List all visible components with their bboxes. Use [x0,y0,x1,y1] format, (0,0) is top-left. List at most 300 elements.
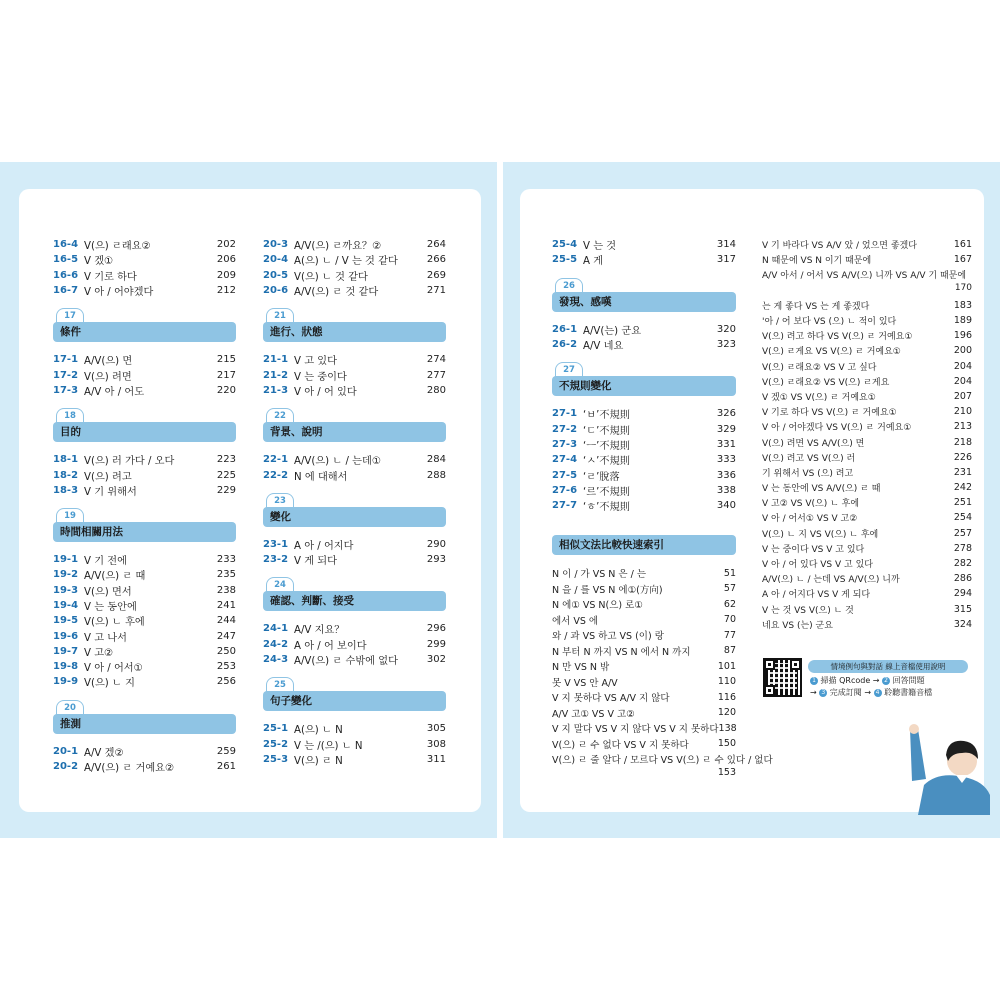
index-entry-text: V(으) ㄹ래요② VS V 고 싶다 [762,362,877,373]
entry-title: A/V(으) ㄴ / 는데① [294,456,381,468]
index-entry-page: 218 [953,436,972,448]
index-entry-page: 101 [717,660,736,672]
index-entry-page: 200 [953,345,972,357]
chapter-number: 23 [266,493,294,509]
entry-page: 238 [216,584,236,596]
index-entry-page: 282 [953,558,972,570]
toc-entry[interactable] [552,322,736,337]
index-entry-text: N 만 VS N 밖 [552,662,610,674]
entry-number: 21-1 [263,354,289,366]
index-entry[interactable] [762,510,972,525]
index-entry[interactable] [762,556,972,571]
chapter-number: 25 [266,677,294,693]
index-entry-text: N 부터 N 까지 VS N 에서 N 까지 [552,646,691,658]
step-number-icon: 2 [882,677,890,685]
entry-page: 320 [716,323,736,335]
entry-page: 280 [426,384,446,396]
index-entry-text: A 아 / 어지다 VS V 게 되다 [762,590,871,601]
entry-page: 311 [426,753,446,765]
entry-page: 338 [716,484,736,496]
entry-number: 19-6 [53,630,79,642]
entry-title: V 고 나서 [84,632,127,644]
entry-title: V 아 / 어서① [84,663,143,675]
entry-number: 20-5 [263,269,289,281]
chapter-title: 推測 [53,714,236,734]
toc-entry[interactable] [552,337,736,352]
toc-entry[interactable] [53,452,236,467]
chapter-header [263,408,446,446]
entry-title: A(으) ㄴ N [294,725,343,737]
index-entry-text: 기 위해서 VS (으) 려고 [762,468,854,479]
entry-page: 259 [216,745,236,757]
index-entry[interactable] [762,237,972,252]
entry-title: V 아 / 어 있다 [294,386,357,398]
toc-entry[interactable] [53,644,236,659]
entry-page: 256 [216,676,236,688]
index-entry-text: 네요 VS (는) 군요 [762,620,833,631]
toc-entry[interactable] [263,352,446,367]
chapter-header [263,493,446,531]
index-entry-text: 에서 VS 에 [552,615,599,627]
toc-entry[interactable] [263,452,446,467]
chapter-title: 確認、判斷、接受 [263,591,446,611]
index-entry-page: 170 [954,282,972,293]
entry-title: V 기 위해서 [84,486,137,498]
chapter-header [263,677,446,715]
toc-entry[interactable] [53,467,236,482]
index-entry[interactable] [552,581,736,597]
index-entry[interactable] [762,450,972,465]
entry-page: 302 [426,654,446,665]
index-entry-page: 167 [953,254,972,266]
index-entry[interactable] [552,689,736,705]
entry-page: 293 [426,554,446,566]
index-entry[interactable] [552,705,736,721]
index-entry[interactable] [762,359,972,374]
chapter-title: 句子變化 [263,691,446,711]
toc-entry[interactable] [53,383,236,398]
toc-entry[interactable] [53,613,236,628]
chapter-header [53,308,236,346]
toc-column-3 [552,237,773,782]
entry-page: 299 [426,638,446,650]
toc-entry[interactable] [263,367,446,382]
pointing-person-illustration [904,725,994,815]
index-entry-page: 138 [718,722,737,734]
index-entry[interactable] [552,643,736,659]
toc-entry[interactable] [53,237,236,252]
index-entry-text: V 아 / 어서① VS V 고② [762,514,858,525]
index-entry-page: 226 [953,451,972,463]
entry-page: 264 [426,239,446,251]
toc-entry[interactable] [53,674,236,689]
chapter-header [263,308,446,346]
chapter-title: 背景、說明 [263,422,446,442]
chapter-number: 21 [266,308,294,324]
chapter-number: 22 [266,408,294,424]
index-entry-page: 161 [953,239,972,251]
entry-page: 329 [716,423,736,435]
entry-page: 317 [716,254,736,266]
entry-page: 266 [426,254,446,266]
entry-title: A/V(으) 면 [84,356,133,368]
entry-page: 223 [216,454,236,466]
entry-title: V 고② [84,647,114,659]
entry-title: A 게 [583,256,604,268]
entry-number: 23-2 [263,554,289,566]
index-entry-page: 242 [953,482,972,494]
index-entry[interactable] [552,612,736,628]
index-entry[interactable] [762,419,972,434]
index-entry-page: 51 [723,567,736,579]
entry-page: 308 [426,738,446,750]
entry-page: 220 [216,384,236,396]
entry-title: ‘ㄹ’脫落 [583,471,620,483]
index-entry-page: 204 [953,375,972,387]
entry-page: 296 [426,623,446,635]
index-entry[interactable] [762,541,972,556]
entry-title: A/V 겠② [84,747,124,759]
entry-page: 202 [216,239,236,251]
index-entry-text: '아 / 어 보다 VS (으) ㄴ 적이 있다 [762,317,897,328]
index-entry[interactable] [762,252,972,267]
chapter-header [552,278,736,316]
toc-entry[interactable] [53,252,236,267]
index-entry-text: V(으) 려고 VS V(으) 러 [762,453,856,464]
index-entry[interactable] [762,298,972,313]
index-entry[interactable] [762,343,972,358]
index-entry-page: 110 [717,676,736,688]
entry-title: A(으) ㄴ / V 는 것 같다 [294,256,398,268]
entry-title: A/V(으) ㄹ 것 같다 [294,287,379,299]
step-listen-text: 聆聽書籍音檔 [884,688,933,697]
entry-number: 23-1 [263,538,289,550]
entry-number: 27-6 [552,484,578,496]
chapter-header [552,362,736,400]
toc-entry[interactable] [552,437,736,452]
chapter-number: 24 [266,577,294,593]
index-entry[interactable] [762,602,972,617]
entry-page: 333 [716,454,736,466]
chapter-title: 不規則變化 [552,376,736,396]
toc-entry[interactable] [552,452,736,467]
toc-entry[interactable] [552,252,736,267]
index-entry[interactable] [552,658,736,674]
index-entry-page: 62 [723,598,736,610]
entry-title: A/V(으) ㄹ 수밖에 없다 [294,656,398,667]
step-subscribe-text: 完成訂閱 → [829,688,872,697]
index-entry-page: 210 [953,406,972,418]
index-entry[interactable] [552,627,736,643]
entry-title: V(으) ㄴ 지 [84,678,135,690]
index-entry[interactable] [762,617,972,632]
index-entry-page: 207 [953,390,972,402]
index-entry-page: 189 [953,315,972,327]
index-entry-text: 못 V VS 안 A/V [552,677,618,689]
index-entry[interactable] [762,495,972,510]
chapter-title: 條件 [53,322,236,342]
entry-page: 271 [426,285,446,297]
entry-page: 247 [216,630,236,642]
index-entry-page: 153 [717,766,736,778]
audio-steps-line-1 [810,675,925,686]
entry-number: 27-3 [552,438,578,450]
toc-entry[interactable] [263,252,446,267]
index-entry[interactable] [762,526,972,541]
entry-number: 21-3 [263,384,289,396]
index-entry-page: 150 [717,738,736,750]
index-entry-text: V 아 / 어 있다 VS V 고 있다 [762,560,873,571]
index-entry[interactable] [552,565,736,581]
toc-entry[interactable] [53,268,236,283]
toc-entry[interactable] [263,383,446,398]
index-entry-text: V 고② VS V(으) ㄴ 후에 [762,499,860,510]
entry-title: A 아 / 어지다 [294,540,354,552]
left-page-card [19,189,481,812]
toc-entry[interactable] [552,483,736,498]
index-entry[interactable] [552,674,736,690]
entry-number: 16-4 [53,239,79,251]
entry-number: 20-1 [53,745,79,757]
entry-title: V 기 전에 [84,556,127,568]
index-entry-page: 251 [953,497,972,509]
toc-entry[interactable] [263,467,446,482]
index-entry-text: A/V 고① VS V 고② [552,708,635,720]
entry-number: 18-1 [53,454,79,466]
entry-page: 244 [216,615,236,627]
index-entry-text: V(으) 려면 VS A/V(으) 면 [762,438,865,449]
index-entry-text: A/V(으) ㄴ / 는데 VS A/V(으) 니까 [762,575,900,586]
index-entry-text: N 이 / 가 VS N 은 / 는 [552,569,647,581]
entry-number: 20-6 [263,285,289,297]
right-page-card [520,189,984,812]
entry-number: 19-9 [53,676,79,688]
toc-entry[interactable] [552,406,736,421]
index-entry[interactable] [552,596,736,612]
entry-title: V(으) ㄹ래요② [84,241,151,253]
entry-page: 250 [216,645,236,657]
index-entry[interactable] [762,465,972,480]
index-entry-page: 196 [953,330,972,342]
toc-entry[interactable] [53,583,236,598]
toc-entry[interactable] [53,744,236,759]
index-entry[interactable] [762,313,972,328]
entry-number: 19-3 [53,584,79,596]
index-entry-page: 257 [953,527,972,539]
chapter-number: 17 [56,308,84,324]
index-column-4 [762,237,972,632]
toc-entry[interactable] [53,367,236,382]
entry-page: 274 [426,354,446,366]
entry-page: 269 [426,269,446,281]
step-answer-text: 回答問題 [892,676,925,685]
chapter-header [53,700,236,738]
entry-page: 314 [716,239,736,251]
index-entry-text: V 지 말다 VS V 지 않다 VS V 지 못하다 [552,724,719,736]
toc-entry[interactable] [263,237,446,252]
index-entry[interactable] [552,751,773,767]
step-number-icon: 3 [819,689,827,697]
entry-title: ‘ㅎ’不規則 [583,502,630,514]
entry-title: ‘ㅡ’不規則 [583,440,630,452]
entry-number: 27-7 [552,500,578,512]
entry-title: ‘ㄷ’不規則 [583,425,630,437]
toc-entry[interactable] [53,628,236,643]
entry-page: 323 [716,339,736,351]
toc-entry[interactable] [552,498,736,513]
left-page [0,162,497,838]
index-entry-page: 278 [953,542,972,554]
index-entry-page: 77 [723,629,736,641]
entry-page: 233 [216,554,236,566]
entry-title: A/V(으) ㄹ까요？② [294,241,382,253]
entry-number: 18-2 [53,469,79,481]
entry-page: 277 [426,369,446,381]
entry-number: 19-1 [53,554,79,566]
entry-title: V 는 것 [583,241,617,253]
entry-page: 212 [216,285,236,297]
index-entry-page: 294 [953,588,972,600]
entry-title: ‘ㅂ’不規則 [583,410,630,422]
index-entry[interactable] [762,267,972,282]
entry-title: V 는 중이다 [294,371,347,383]
entry-title: ‘ㅅ’不規則 [583,456,630,468]
entry-title: A/V 네요 [583,341,624,353]
toc-entry[interactable] [263,537,446,552]
index-entry-page: 183 [953,299,972,311]
index-entry-page: 57 [723,583,736,595]
entry-page: 331 [716,438,736,450]
index-entry[interactable] [762,480,972,495]
toc-entry[interactable] [263,637,446,652]
toc-entry[interactable] [263,283,446,298]
index-entry[interactable] [762,571,972,586]
chapter-number: 18 [56,408,84,424]
index-entry[interactable] [552,736,736,752]
toc-entry[interactable] [552,421,736,436]
entry-title: V 기로 하다 [84,271,137,283]
index-entry[interactable] [762,328,972,343]
index-entry-page: 116 [717,691,736,703]
entry-page: 209 [216,269,236,281]
entry-page: 261 [216,761,236,773]
toc-entry[interactable] [53,352,236,367]
entry-title: V 아 / 어야겠다 [84,287,154,299]
index-entry-page: 231 [953,466,972,478]
entry-title: V 고 있다 [294,356,337,368]
index-entry-page: 70 [723,614,736,626]
index-header [552,535,736,559]
step-number-icon: 4 [874,689,882,697]
entry-title: V(으) 면서 [84,586,132,598]
entry-number: 27-2 [552,423,578,435]
index-entry-text: N 에① VS N(으) 로① [552,600,643,612]
index-entry-text: 는 게 좋다 VS 는 게 좋겠다 [762,301,870,312]
toc-entry[interactable] [263,736,446,751]
toc-entry[interactable] [263,621,446,636]
entry-page: 336 [716,469,736,481]
right-page [503,162,1000,838]
toc-entry[interactable] [53,567,236,582]
entry-page: 288 [426,469,446,481]
index-entry-page: 213 [953,421,972,433]
toc-entry[interactable] [263,721,446,736]
entry-title: N 에 대해서 [294,471,348,483]
entry-number: 17-1 [53,354,79,366]
entry-number: 24-3 [263,654,289,665]
index-entry-text: V 는 동안에 VS A/V(으) ㄹ 때 [762,484,881,495]
chapter-header [53,508,236,546]
toc-column-2 [263,237,446,767]
entry-number: 22-2 [263,469,289,481]
toc-entry[interactable] [552,467,736,482]
toc-entry[interactable] [552,237,736,252]
chapter-number: 27 [555,362,583,378]
index-entry-page: 120 [717,707,736,719]
entry-page: 326 [716,408,736,420]
index-entry-text: V(으) ㄹ게요 VS V(으) ㄹ 거예요① [762,347,901,358]
entry-number: 25-3 [263,753,289,765]
entry-number: 17-3 [53,384,79,396]
entry-number: 18-3 [53,484,79,496]
index-entry[interactable] [762,389,972,404]
toc-entry[interactable] [53,598,236,613]
index-entry-page: 324 [953,618,972,630]
toc-entry[interactable] [263,752,446,767]
entry-number: 17-2 [53,369,79,381]
chapter-header [53,408,236,446]
index-entry-page: 87 [723,645,736,657]
entry-page: 206 [216,254,236,266]
entry-number: 20-2 [53,761,79,773]
toc-entry[interactable] [53,483,236,498]
toc-entry[interactable] [53,759,236,774]
toc-entry[interactable] [53,283,236,298]
index-entry[interactable] [762,434,972,449]
toc-entry[interactable] [263,552,446,567]
index-entry-text: V(으) ㄹ래요② VS V(으) ㄹ게요 [762,377,890,388]
entry-number: 25-2 [263,738,289,750]
index-entry[interactable] [762,586,972,601]
index-entry-text: V 는 것 VS V(으) ㄴ 것 [762,605,854,616]
index-title: 相似文法比較快速索引 [552,535,736,555]
index-entry[interactable] [762,374,972,389]
entry-title: A/V(으) ㄹ 때 [84,571,146,583]
entry-page: 253 [216,661,236,673]
entry-number: 16-5 [53,254,79,266]
entry-title: V(으) 려고 [84,471,132,483]
index-entry-text: V 기로 하다 VS V(으) ㄹ 거예요① [762,408,897,419]
entry-title: V 겠① [84,256,114,268]
entry-title: V 는 동안에 [84,602,137,613]
toc-entry[interactable] [53,659,236,674]
entry-number: 19-7 [53,645,79,657]
entry-page: 225 [216,469,236,481]
entry-page: 215 [216,354,236,366]
entry-number: 19-2 [53,569,79,581]
toc-entry[interactable] [263,652,446,667]
index-entry[interactable] [762,404,972,419]
toc-entry[interactable] [53,552,236,567]
step-scan-text: 掃描 QRcode → [820,676,880,685]
index-entry-text: V(으) ㄹ 줄 알다 / 모르다 VS V(으) ㄹ 수 있다 / 없다 [552,755,773,767]
entry-number: 21-2 [263,369,289,381]
index-entry[interactable] [552,720,736,736]
entry-number: 25-4 [552,239,578,251]
toc-entry[interactable] [263,268,446,283]
qr-code-icon[interactable] [763,658,802,697]
entry-title: A/V 아 / 어도 [84,386,145,398]
